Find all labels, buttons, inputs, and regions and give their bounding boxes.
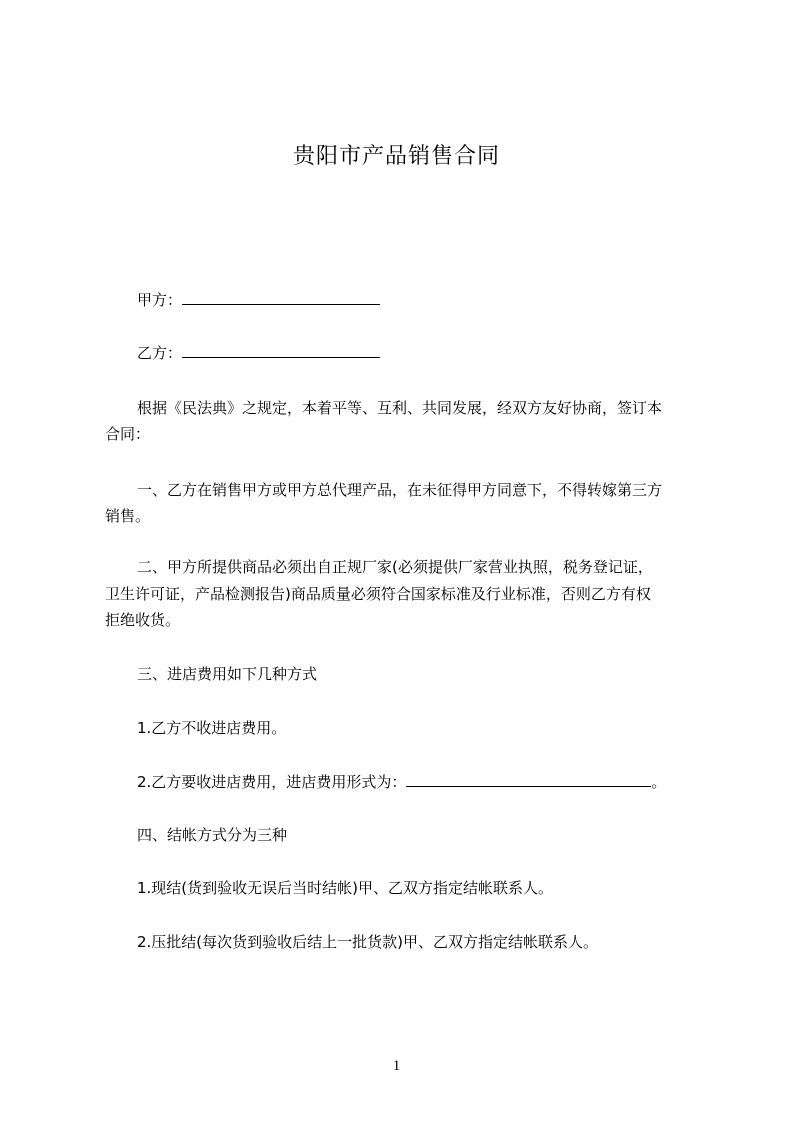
clause3-item-1: 1.乙方不收进店费用。 — [137, 719, 287, 737]
preamble-line-1: 根据《民法典》之规定，本着平等、互利、共同发展，经双方友好协商，签订本 — [137, 399, 663, 417]
party-a-blank — [182, 290, 380, 305]
clause2-line-2: 卫生许可证，产品检测报告)商品质量必须符合国家标准及行业标准，否则乙方有权 — [105, 585, 651, 603]
party-b-line — [137, 343, 380, 363]
clause1-line-2: 销售。 — [105, 507, 151, 525]
party-b-label: 乙方： — [137, 344, 183, 362]
clause3-heading: 三、进店费用如下几种方式 — [137, 665, 318, 683]
clause2-line-3: 拒绝收货。 — [105, 611, 181, 629]
preamble-line-2: 合同： — [105, 425, 151, 443]
entry-fee-blank — [406, 772, 651, 787]
clause4-item-2: 2.压批结(每次货到验收后结上一批货款)甲、乙双方指定结帐联系人。 — [137, 933, 599, 951]
party-a-label: 甲方： — [137, 291, 183, 309]
clause4-heading: 四、结帐方式分为三种 — [137, 826, 288, 844]
page-number: 1 — [392, 1058, 401, 1074]
clause3-item-2-end: 。 — [651, 773, 667, 791]
clause4-item-1: 1.现结(货到验收无误后当时结帐)甲、乙双方指定结帐联系人。 — [137, 879, 554, 897]
party-b-blank — [182, 343, 380, 358]
clause1-line-1: 一、乙方在销售甲方或甲方总代理产品，在未征得甲方同意下，不得转嫁第三方 — [137, 481, 663, 499]
clause2-line-1: 二、甲方所提供商品必须出自正规厂家(必须提供厂家营业执照，税务登记证， — [137, 558, 653, 576]
party-a-line — [137, 290, 380, 310]
clause3-item-2 — [137, 772, 666, 792]
clause3-item-2-text: 2.乙方要收进店费用，进店费用形式为： — [137, 773, 407, 791]
document-title: 贵阳市产品销售合同 — [292, 144, 500, 169]
